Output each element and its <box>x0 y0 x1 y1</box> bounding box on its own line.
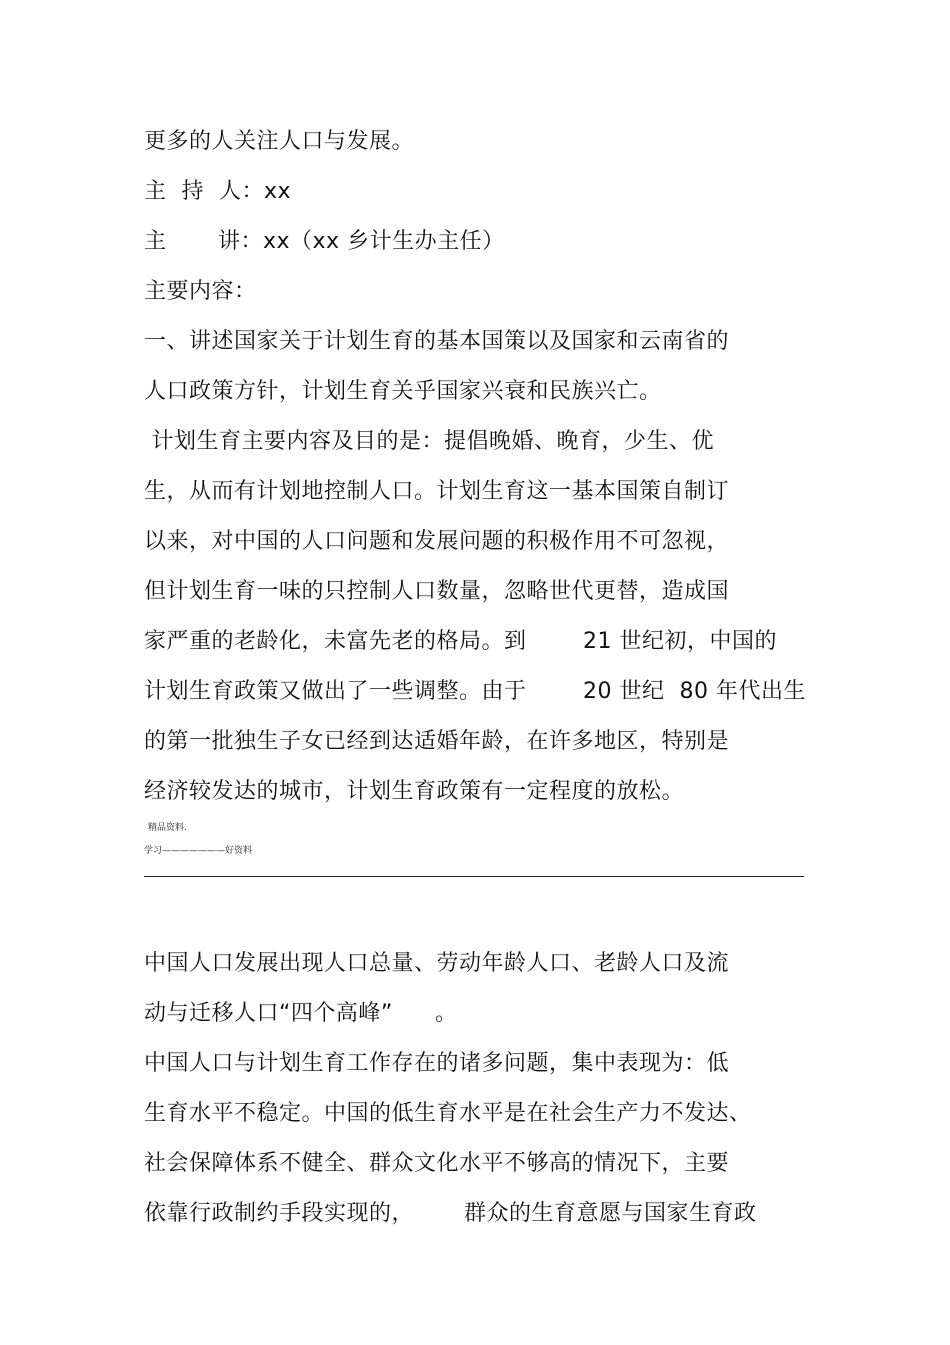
text-line-12b: 20 世纪 80 年代出生 <box>583 679 806 704</box>
text-line-m6a: 依靠行政制约手段实现的， <box>144 1201 415 1226</box>
text-line-12a: 计划生育政策又做出了一些调整。由于 <box>144 679 527 704</box>
text-line-m6b: 群众的生育意愿与国家生育政 <box>464 1201 757 1226</box>
host-line: 主 持 人：xx <box>144 179 292 204</box>
text-line-m2a: 动与迁移人口“四个高峰” <box>144 1001 393 1026</box>
text-line-m3: 中国人口与计划生育工作存在的诸多问题，集中表现为：低 <box>144 1051 730 1076</box>
text-line-m5: 社会保障体系不健全、群众文化水平不够高的情况下，主要 <box>144 1151 730 1176</box>
page-divider <box>144 876 804 877</box>
text-line-6: 人口政策方针，计划生育关乎国家兴衰和民族兴亡。 <box>144 379 662 404</box>
text-line-11b: 21 世纪初，中国的 <box>583 629 777 654</box>
text-line-14: 经济较发达的城市，计划生育政策有一定程度的放松。 <box>144 779 685 804</box>
text-line-13: 的第一批独生子女已经到达适婚年龄，在许多地区，特别是 <box>144 729 730 754</box>
footer-note-1: 精品资料. <box>148 823 187 833</box>
speaker-line: 讲：xx（xx 乡计生办主任） <box>218 229 505 254</box>
text-line-5: 一、讲述国家关于计划生育的基本国策以及国家和云南省的 <box>144 329 730 354</box>
text-line-m1: 中国人口发展出现人口总量、劳动年龄人口、老龄人口及流 <box>144 951 730 976</box>
text-line-1: 更多的人关注人口与发展。 <box>144 129 415 154</box>
footer-note-2: 学习———————好资料 <box>144 846 253 856</box>
text-line-9: 以来，对中国的人口问题和发展问题的积极作用不可忽视， <box>144 529 730 554</box>
main-content-heading: 主要内容： <box>144 279 257 304</box>
text-line-11a: 家严重的老龄化，未富先老的格局。到 <box>144 629 527 654</box>
text-line-7: 计划生育主要内容及目的是：提倡晚婚、晚育，少生、优 <box>144 429 714 454</box>
text-line-m4: 生育水平不稳定。中国的低生育水平是在社会生产力不发达、 <box>144 1101 752 1126</box>
text-line-8: 生，从而有计划地控制人口。计划生育这一基本国策自制订 <box>144 479 730 504</box>
text-line-m2b: 。 <box>435 1001 458 1026</box>
text-line-10: 但计划生育一味的只控制人口数量，忽略世代更替，造成国 <box>144 579 730 604</box>
speaker-label: 主 <box>144 229 167 254</box>
